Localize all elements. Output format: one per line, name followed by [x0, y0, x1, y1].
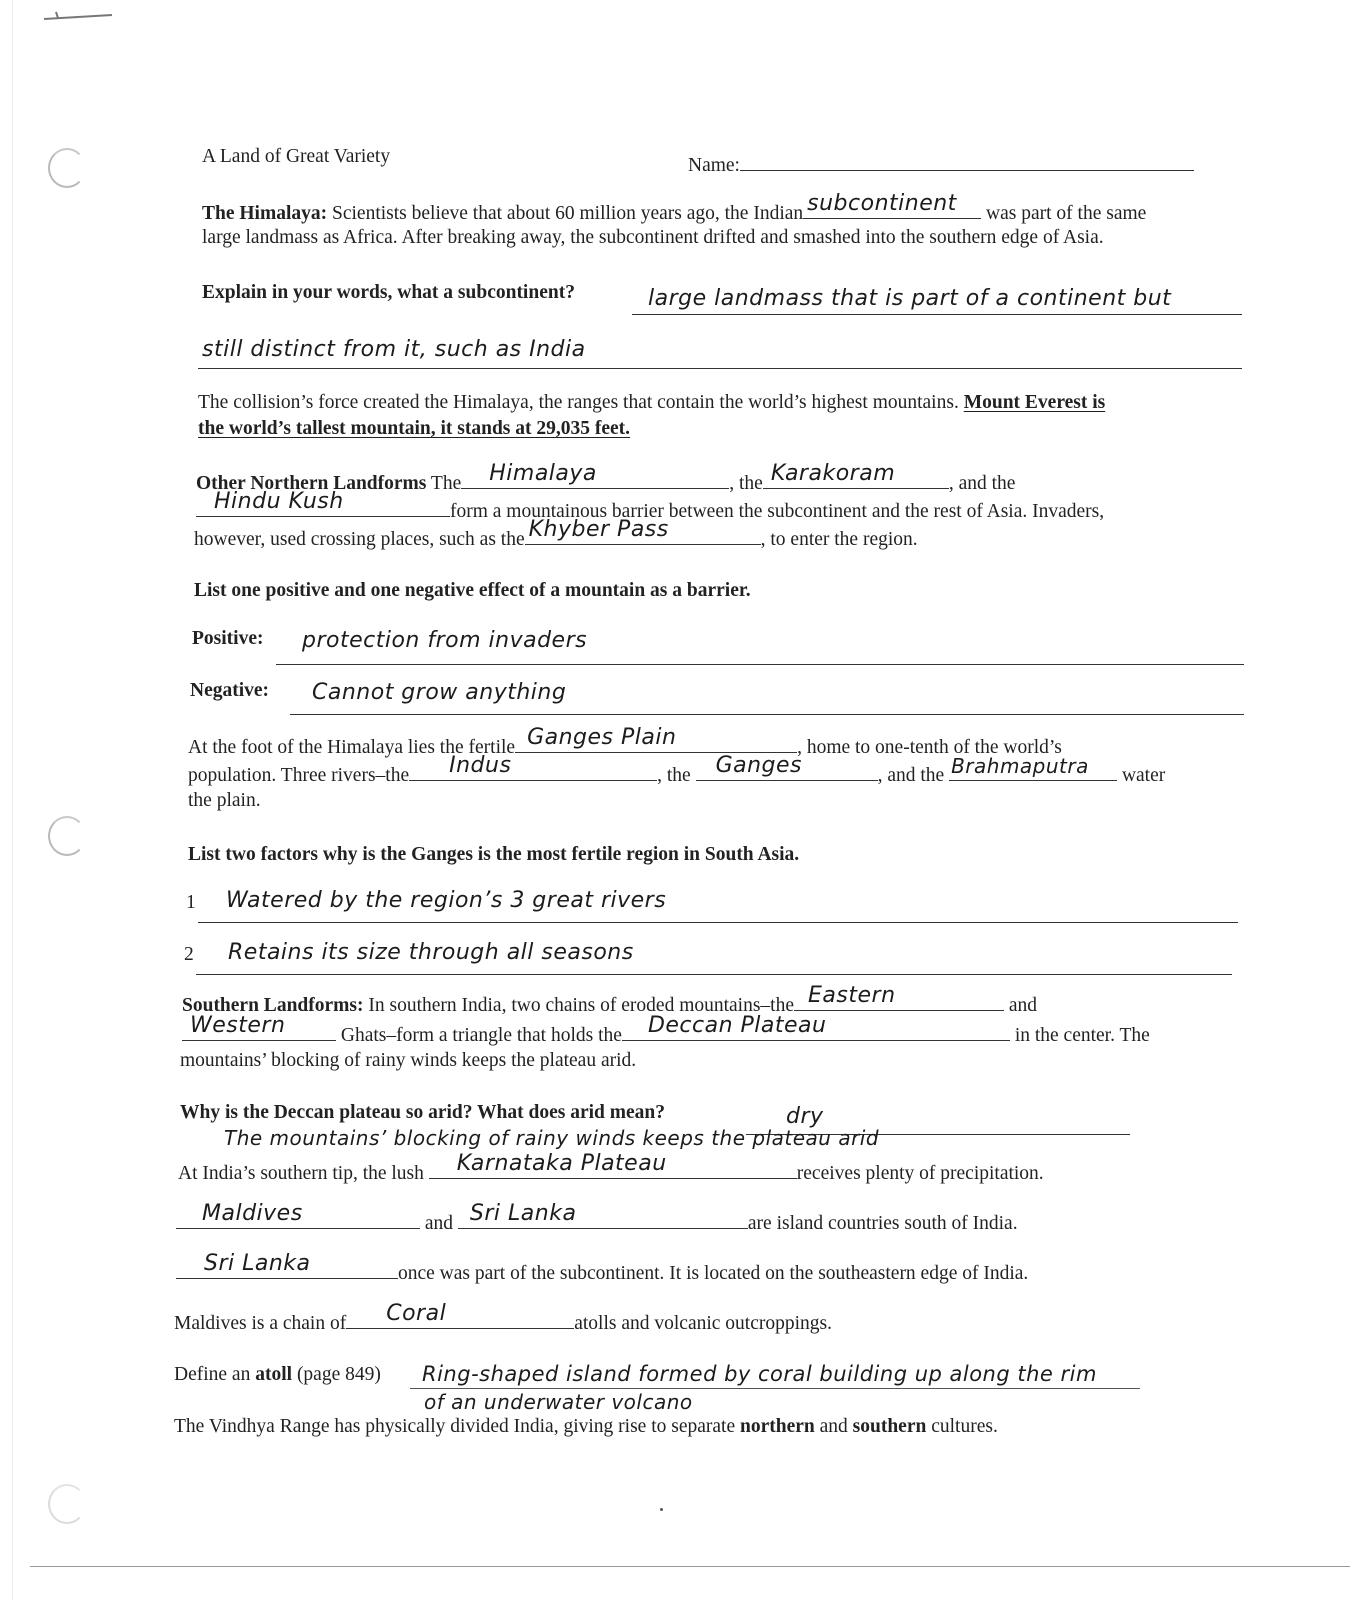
sri-lanka-2-answer: Sri Lanka — [204, 1251, 311, 1276]
southern-line-1 — [182, 983, 1038, 1019]
plain-text: population. Three rivers–the — [188, 765, 410, 786]
islands-text: and — [424, 1213, 454, 1234]
plain-text: At the foot of the Himalaya lies the fertile — [188, 737, 516, 758]
answer-line[interactable] — [196, 974, 1232, 975]
northern-word: northern — [740, 1416, 815, 1437]
maldives-answer: Maldives — [202, 1201, 303, 1226]
factor-1-answer: Watered by the region’s 3 great rivers — [226, 888, 667, 913]
eastern-answer: Eastern — [808, 983, 896, 1008]
sri-lanka-2-blank[interactable] — [176, 1251, 398, 1279]
northern-text: however, used crossing places, such as the — [194, 529, 525, 550]
hindu-kush-blank[interactable] — [196, 489, 450, 517]
answer-line[interactable] — [198, 368, 1242, 369]
plain-text: , the — [657, 765, 691, 786]
everest-emphasis: Mount Everest is — [963, 392, 1106, 413]
atoll-line — [174, 1362, 381, 1388]
northern-text: form a mountainous barrier between the subcontinent and the rest of Asia. Invaders, — [450, 501, 1105, 522]
khyber-answer: Khyber Pass — [528, 517, 669, 542]
positive-answer: protection from invaders — [302, 628, 588, 653]
northern-text: , the — [729, 473, 763, 494]
brahmaputra-blank[interactable] — [949, 754, 1117, 781]
northern-text: The — [430, 473, 462, 494]
himalaya-heading: The Himalaya: — [202, 203, 328, 224]
southern-word: southern — [852, 1416, 927, 1437]
southern-line-3: mountains’ blocking of rainy winds keeps the plateau arid. — [180, 1050, 637, 1071]
plain-text: water — [1121, 765, 1166, 786]
subcontinent-blank[interactable] — [803, 191, 981, 219]
southern-heading: Southern Landforms: — [182, 995, 364, 1016]
plain-line-2 — [188, 753, 1166, 789]
plain-line-1 — [188, 725, 1062, 761]
answer-line[interactable] — [198, 922, 1238, 923]
karnataka-blank[interactable] — [429, 1151, 797, 1179]
southern-text: Ghats–form a triangle that holds the — [340, 1025, 622, 1046]
karakoram-blank[interactable] — [763, 461, 949, 489]
himalaya-line-1 — [202, 191, 1147, 227]
worksheet-title: A Land of Great Variety — [202, 146, 391, 167]
maldives-blank[interactable] — [176, 1201, 420, 1229]
islands-text: are island countries south of India. — [747, 1213, 1018, 1234]
answer-line[interactable] — [290, 714, 1244, 715]
western-blank[interactable] — [182, 1013, 336, 1041]
islands-text: atolls and volcanic outcroppings. — [574, 1313, 832, 1334]
islands-text: once was part of the subcontinent. It is located on the southeastern edge of India. — [398, 1263, 1029, 1284]
south-tip-line — [178, 1151, 1044, 1187]
vindhya-text: and — [819, 1416, 848, 1437]
barrier-question: List one positive and one negative effect of a mountain as a barrier. — [194, 580, 751, 601]
himalaya-blank[interactable] — [461, 461, 729, 489]
corner-scribble — [42, 10, 117, 24]
atoll-text: (page 849) — [296, 1364, 381, 1385]
ganges-plain-answer: Ganges Plain — [527, 725, 677, 750]
subcontinent-answer: subcontinent — [807, 191, 957, 216]
answer-line[interactable] — [276, 664, 1244, 665]
southern-text: and — [1008, 995, 1038, 1016]
coral-answer: Coral — [386, 1301, 447, 1326]
atoll-text: Define an — [174, 1364, 251, 1385]
binder-hole — [48, 816, 86, 856]
plain-text: , and the — [877, 765, 945, 786]
northern-heading: Other Northern Landforms — [196, 473, 427, 494]
coral-blank[interactable] — [346, 1301, 574, 1329]
southern-text: In southern India, two chains of eroded mountains–the — [368, 995, 795, 1016]
southern-text: in the center. The — [1014, 1025, 1150, 1046]
factor-2-answer: Retains its size through all seasons — [228, 940, 634, 965]
sri-lanka-blank[interactable] — [458, 1201, 748, 1229]
negative-label: Negative: — [190, 680, 270, 701]
binder-hole — [48, 148, 86, 188]
bottom-rule — [30, 1566, 1350, 1567]
northern-text: , and the — [948, 473, 1016, 494]
deccan-answer: Deccan Plateau — [647, 1013, 827, 1038]
explain-question: Explain in your words, what a subcontinent? — [202, 282, 575, 303]
khyber-blank[interactable] — [525, 517, 761, 545]
positive-label: Positive: — [192, 628, 264, 649]
himalaya-text: Scientists believe that about 60 million years ago, the Indian — [332, 203, 804, 224]
southern-line-2 — [182, 1013, 1150, 1049]
factors-question: List two factors why is the Ganges is the most fertile region in South Asia. — [188, 844, 800, 865]
collision-text: The collision’s force created the Himalaya, the ranges that contain the world’s highest mountains. — [198, 392, 959, 413]
islands-line-1 — [176, 1201, 1018, 1237]
arid-explanation: The mountains’ blocking of rainy winds keeps the plateau arid — [224, 1126, 880, 1150]
deccan-blank[interactable] — [622, 1013, 1010, 1041]
arid-answer: dry — [786, 1104, 824, 1129]
northern-line-3 — [194, 517, 918, 553]
eastern-blank[interactable] — [794, 983, 1004, 1011]
plain-text: , home to one-tenth of the world’s — [797, 737, 1062, 758]
indus-answer: Indus — [449, 753, 512, 778]
vindhya-text: cultures. — [931, 1416, 998, 1437]
karnataka-answer: Karnataka Plateau — [456, 1151, 667, 1176]
himalaya-line-2: large landmass as Africa. After breaking away, the subcontinent drifted and smashed into the southern edge of Asia. — [202, 227, 1104, 248]
answer-line[interactable] — [410, 1388, 1140, 1389]
stray-dot — [660, 1508, 663, 1511]
collision-line-1 — [198, 390, 1105, 416]
himalaya-answer: Himalaya — [489, 461, 597, 486]
negative-answer: Cannot grow anything — [312, 680, 567, 705]
atoll-term: atoll — [255, 1364, 293, 1385]
atoll-answer-1: Ring-shaped island formed by coral building up along the rim — [422, 1362, 1097, 1386]
name-blank[interactable] — [740, 150, 1194, 171]
himalaya-text: was part of the same — [986, 203, 1147, 224]
islands-text: Maldives is a chain of — [174, 1313, 347, 1334]
ganges-blank[interactable] — [696, 753, 878, 781]
islands-line-2 — [176, 1251, 1029, 1287]
arid-question: Why is the Deccan plateau so arid? What does arid mean? — [180, 1102, 665, 1123]
factor-number-1: 1 — [186, 892, 196, 913]
brahmaputra-answer: Brahmaputra — [951, 754, 1089, 778]
vindhya-text: The Vindhya Range has physically divided India, giving rise to separate — [174, 1416, 736, 1437]
south-tip-text: receives plenty of precipitation. — [796, 1163, 1044, 1184]
islands-line-3 — [174, 1301, 832, 1337]
indus-blank[interactable] — [409, 753, 657, 781]
ganges-answer: Ganges — [715, 753, 803, 778]
atoll-answer-2: of an underwater volcano — [424, 1390, 693, 1414]
hindu-kush-answer: Hindu Kush — [214, 489, 344, 514]
south-tip-text: At India’s southern tip, the lush — [178, 1163, 424, 1184]
answer-line[interactable] — [632, 314, 1242, 315]
explain-answer-2: still distinct from it, such as India — [202, 337, 586, 362]
name-field[interactable] — [688, 150, 1194, 179]
name-label: Name: — [688, 155, 740, 176]
western-answer: Western — [190, 1013, 286, 1038]
explain-answer-1: large landmass that is part of a continent but — [648, 286, 1172, 311]
northern-text: , to enter the region. — [760, 529, 918, 550]
vindhya-line — [174, 1414, 998, 1440]
page-edge — [12, 0, 13, 1600]
factor-number-2: 2 — [184, 944, 194, 965]
ganges-plain-blank[interactable] — [515, 725, 797, 753]
collision-line-2: the world’s tallest mountain, it stands at 29,035 feet. — [198, 418, 631, 439]
binder-hole — [48, 1484, 86, 1524]
karakoram-answer: Karakoram — [770, 461, 896, 486]
sri-lanka-answer: Sri Lanka — [469, 1201, 577, 1226]
plain-line-3: the plain. — [188, 790, 261, 811]
